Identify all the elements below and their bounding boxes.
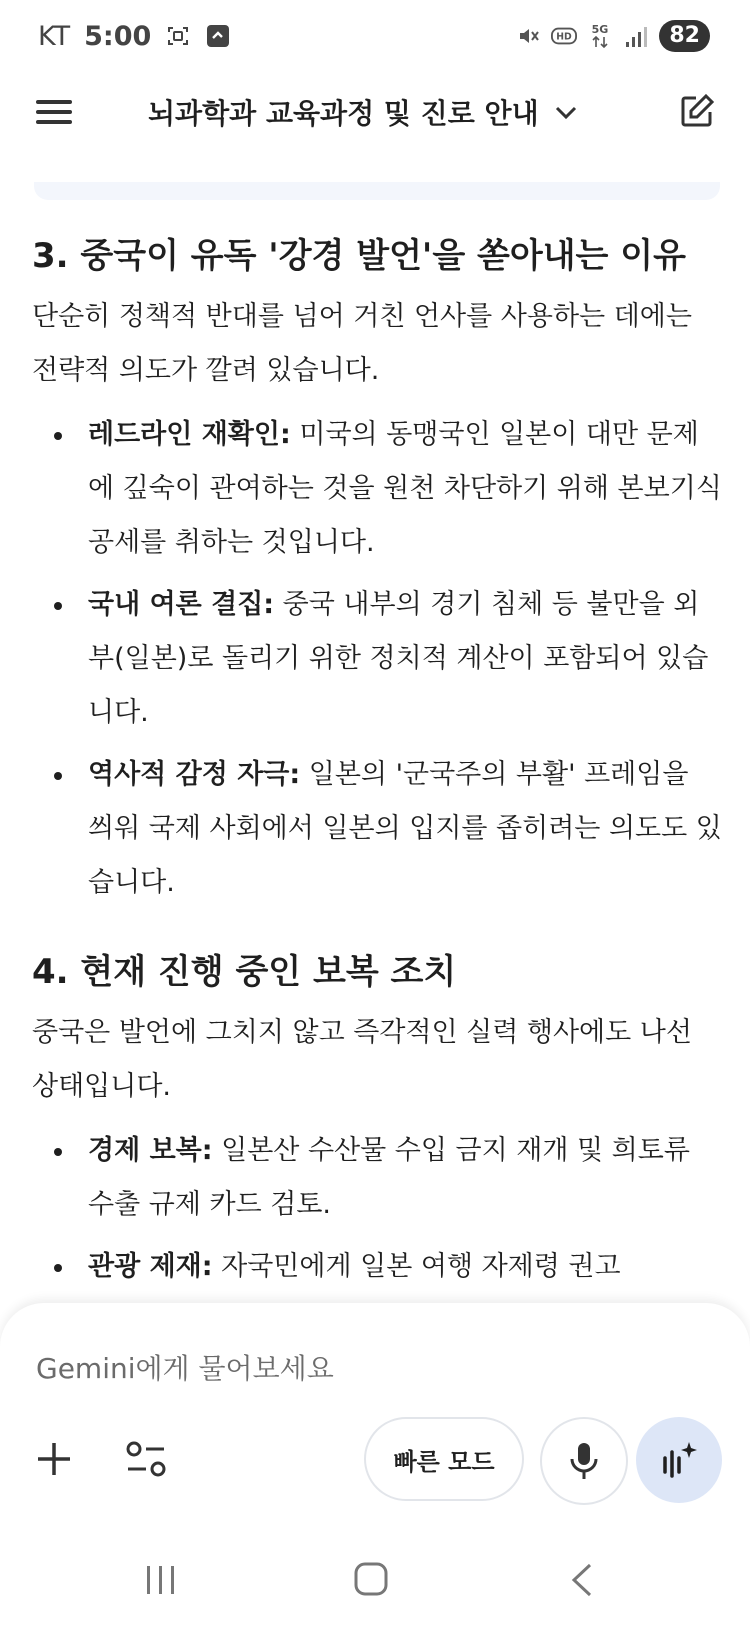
list-item [32, 1240, 722, 1294]
prompt-input[interactable]: Gemini에게 물어보세요 [36, 1352, 334, 1385]
item-label: 역사적 감정 자극: [88, 759, 301, 790]
microphone-button[interactable] [540, 1417, 628, 1505]
signal-icon [623, 23, 649, 49]
fast-mode-button[interactable]: 빠른 모드 [364, 1417, 524, 1501]
item-label: 경제 보복: [88, 1135, 213, 1166]
section4-intro: 중국은 발언에 그치지 않고 즉각적인 실력 행사에도 나선 상태입니다. [32, 1017, 692, 1102]
item-text: 자국민에게 일본 여행 자제령 권고 [212, 1251, 621, 1282]
tools-button[interactable] [124, 1437, 170, 1481]
item-text: 중국 내부의 경기 침체 등 불만을 외부(일본)로 돌리기 위한 정치적 계산이 포함되어 있습니다. [88, 589, 709, 728]
response-content [32, 228, 722, 1302]
add-attachment-button[interactable] [32, 1437, 76, 1481]
section3-intro: 단순히 정책적 반대를 넘어 거친 언사를 사용하는 데에는 전략적 의도가 깔려 있습니다. [32, 301, 692, 386]
list-item [32, 1124, 722, 1232]
section3-heading: 3. 중국이 유독 '강경 발언'을 쏟아내는 이유 [32, 236, 686, 276]
system-nav-bar [0, 1548, 750, 1618]
section4-heading: 4. 현재 진행 중인 보복 조치 [32, 952, 457, 992]
conversation-title-button[interactable] [148, 92, 579, 132]
svg-text:5G: 5G [592, 23, 609, 36]
hd-icon [551, 23, 577, 49]
home-icon[interactable] [354, 1562, 388, 1596]
recent-apps-icon[interactable] [146, 1564, 176, 1596]
item-text: 일본의 '군국주의 부활' 프레임을 씌워 국제 사회에서 일본의 입지를 좁히려는 의도도 있습니다. [88, 759, 722, 898]
menu-icon[interactable] [36, 94, 74, 130]
previous-block-edge [34, 182, 720, 200]
new-chat-edit-icon[interactable] [678, 92, 716, 130]
svg-text:HD: HD [556, 31, 573, 43]
item-label: 관광 제재: [88, 1251, 213, 1282]
mute-icon [515, 23, 541, 49]
tools-icon [124, 1437, 170, 1481]
plus-icon [32, 1437, 76, 1481]
gemini-live-button[interactable] [636, 1417, 722, 1503]
item-label: 레드라인 재확인: [88, 419, 291, 450]
list-item [32, 408, 722, 570]
live-sparkle-icon [657, 1438, 701, 1482]
item-text: 미국의 동맹국인 일본이 대만 문제에 깊숙이 관여하는 것을 원천 차단하기 위해 본보기식 공세를 취하는 것입니다. [88, 419, 722, 558]
battery-indicator: 82 [659, 20, 710, 52]
5g-icon [587, 23, 613, 49]
back-icon[interactable] [568, 1562, 594, 1598]
microphone-icon [567, 1441, 601, 1481]
status-left [38, 18, 231, 54]
list-item [32, 748, 722, 910]
conversation-title: 뇌과학과 교육과정 및 진로 안내 [148, 97, 539, 130]
status-bar [0, 0, 750, 72]
app-notification-icon [205, 23, 231, 49]
status-right [515, 18, 710, 54]
chevron-down-icon [553, 99, 579, 125]
carrier-label: KT [38, 20, 71, 52]
app-header [0, 72, 750, 152]
item-label: 국내 여론 결집: [88, 589, 275, 620]
list-item [32, 578, 722, 740]
clock: 5:00 [84, 20, 152, 52]
section3-list [32, 408, 722, 910]
section4-list [32, 1124, 722, 1294]
item-text: 일본산 수산물 수입 금지 재개 및 희토류 수출 규제 카드 검토. [88, 1135, 690, 1220]
screenshot-icon [165, 23, 191, 49]
